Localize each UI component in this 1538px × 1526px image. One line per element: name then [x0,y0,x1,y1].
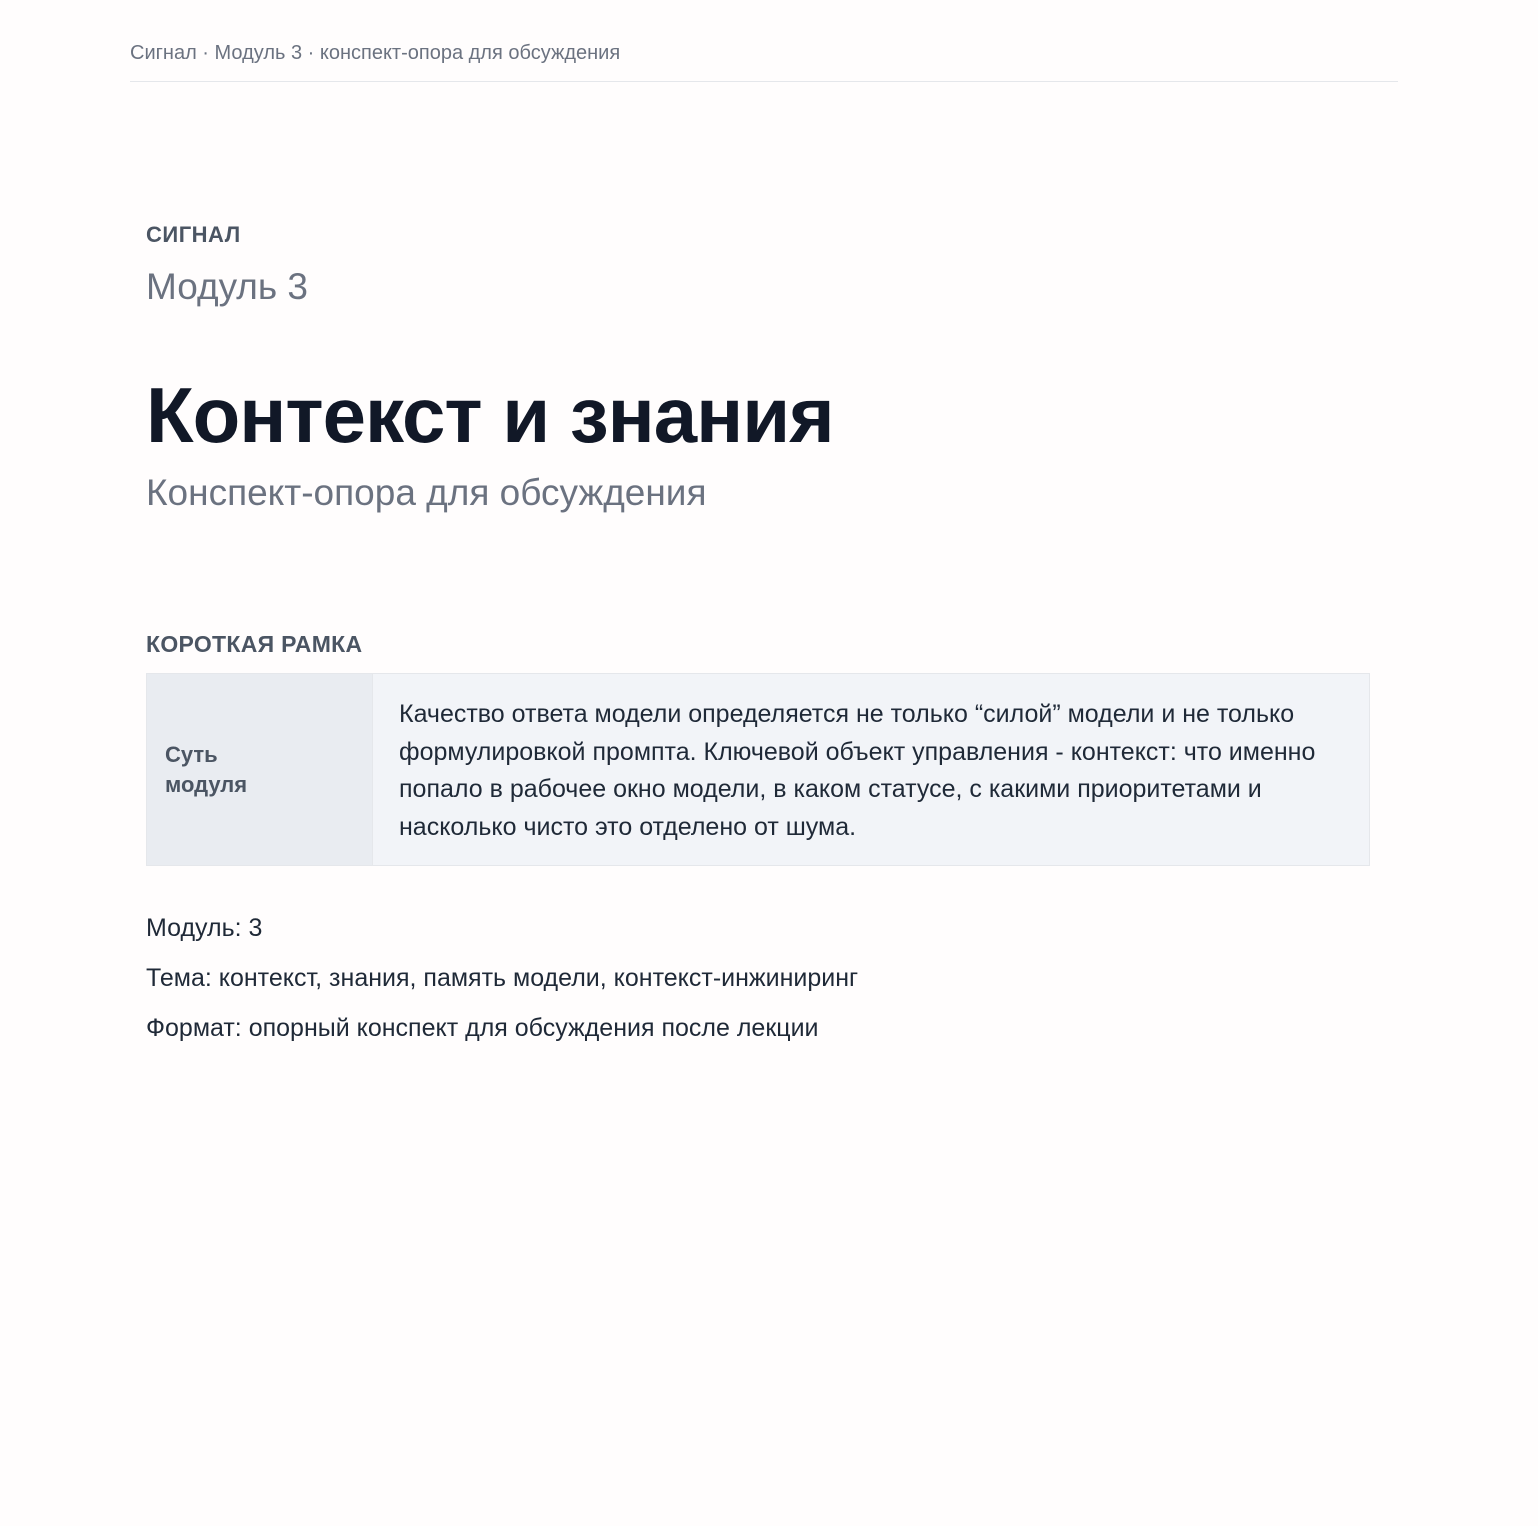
running-header: Сигнал · Модуль 3 · конспект-опора для обсуждения [130,40,1398,82]
short-frame-label-cell [147,674,373,865]
module-label: Модуль 3 [146,266,309,307]
page-title: Контекст и знания [146,371,834,459]
page-subtitle: Конспект-опора для обсуждения [146,472,707,513]
short-frame-table [146,673,1370,866]
short-frame-text: Качество ответа модели определяется не только “силой” модели и не только формулировкой промпта. Ключевой объект управления - контекст: что именно попало в рабочее окно модели, в каком статусе, с какими приоритетами и насколько чисто это отделено от шума. [373,674,1369,865]
meta-module: Модуль: 3 [146,914,263,942]
meta-format: Формат: опорный конспект для обсуждения после лекции [146,1014,819,1042]
section-heading-short-frame: КОРОТКАЯ РАМКА [146,631,363,657]
brand-label: СИГНАЛ [146,222,241,247]
meta-topic: Тема: контекст, знания, память модели, контекст-инжиниринг [146,964,859,992]
short-frame-label: Суть модуля [165,741,248,797]
